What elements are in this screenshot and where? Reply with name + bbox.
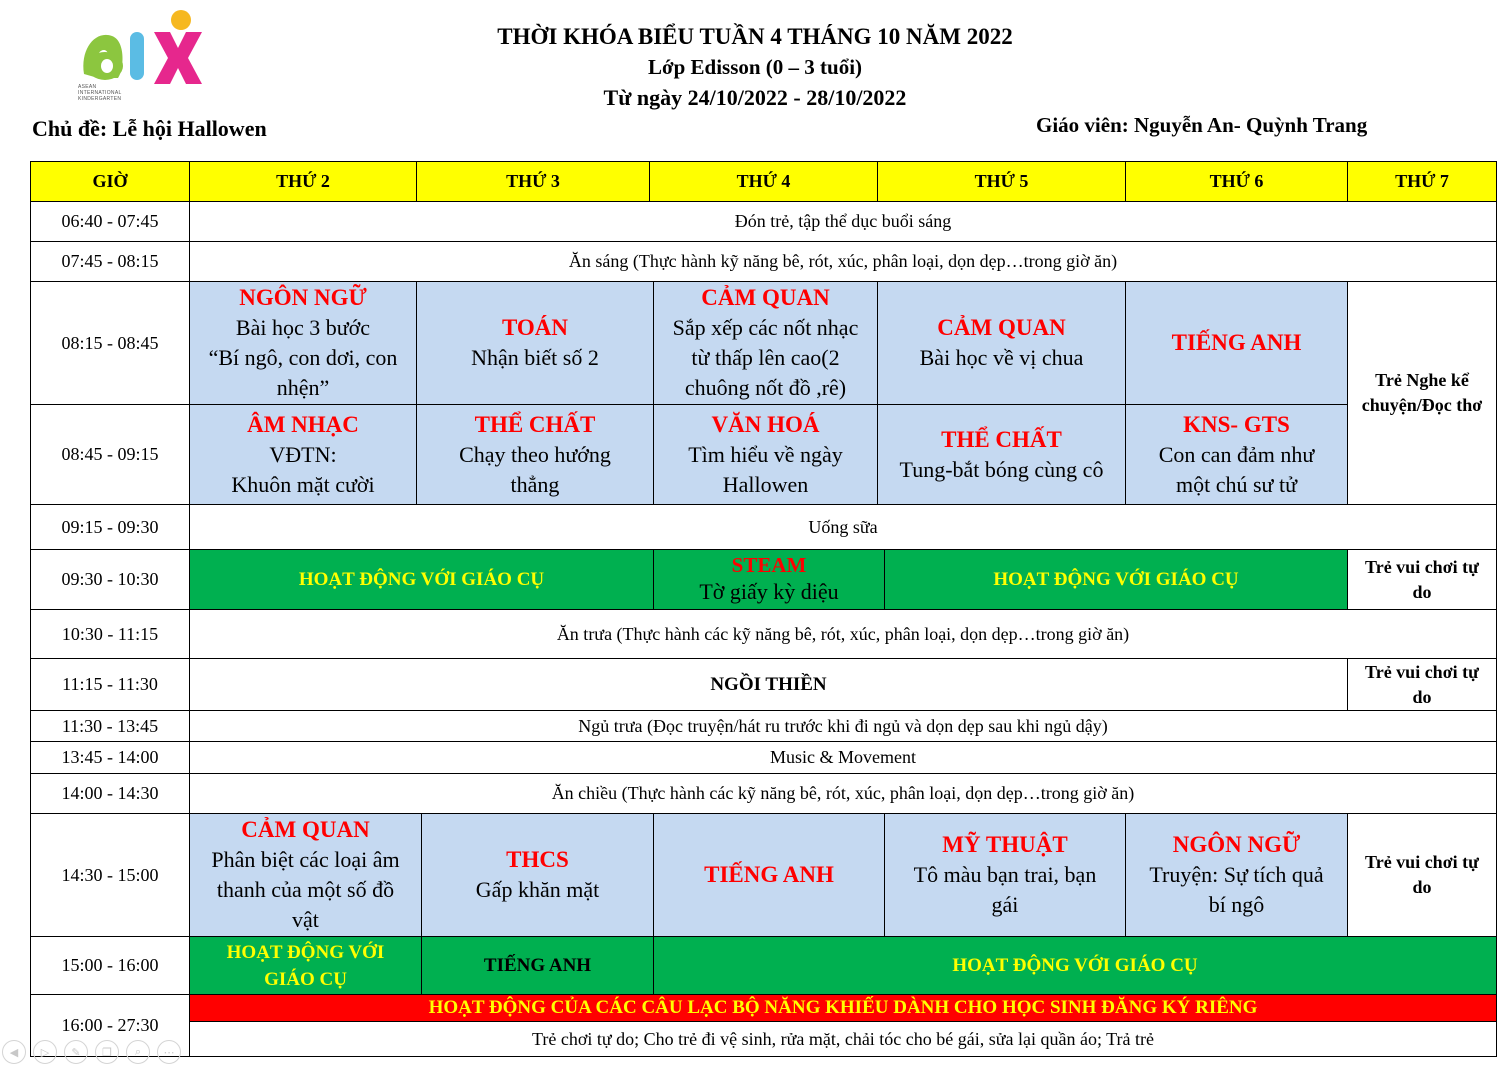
activity-meditation: NGỒI THIỀN <box>189 658 1348 711</box>
time-cell: 07:45 - 08:15 <box>30 241 190 282</box>
date-range: Từ ngày 24/10/2022 - 28/10/2022 <box>603 85 907 110</box>
saturday-free-play <box>1347 658 1497 711</box>
sat-line: do <box>1412 581 1432 602</box>
lesson-line: Hallowen <box>722 471 809 497</box>
subject-label: TIẾNG ANH <box>1171 330 1302 355</box>
time-cell: 08:45 - 09:15 <box>30 404 190 505</box>
lesson-wed-r12 <box>653 813 885 937</box>
lesson-fri-r3 <box>1125 281 1348 405</box>
col-header-fri: THỨ 6 <box>1125 161 1348 202</box>
lesson-line: Chạy theo hướng <box>459 441 611 467</box>
lesson-line: gái <box>991 892 1019 917</box>
sat-line: Trẻ Nghe kể <box>1375 370 1469 390</box>
subject-label: THỂ CHẤT <box>941 426 1062 452</box>
subject-label: ÂM NHẠC <box>247 411 359 437</box>
saturday-free-play <box>1347 813 1497 937</box>
teacher-label: Giáo viên: Nguyễn An- Quỳnh Trang <box>1036 113 1368 137</box>
lesson-line: Nhận biết số 2 <box>471 345 599 370</box>
logo-icon <box>78 8 210 88</box>
subject-label: MỸ THUẬT <box>942 832 1068 857</box>
lesson-line: Phân biệt các loại âm <box>211 847 400 872</box>
english-tue: TIẾNG ANH <box>421 936 654 995</box>
back-icon[interactable]: ◀ <box>2 1040 26 1064</box>
subject-label: TOÁN <box>501 315 569 340</box>
activity-reception: Đón trẻ, tập thể dục buổi sáng <box>189 201 1497 242</box>
activity-montessori-rest: HOẠT ĐỘNG VỚI GIÁO CỤ <box>653 936 1497 995</box>
activity-lunch: Ăn trưa (Thực hành các kỹ năng bê, rót, xúc, phân loại, dọn dẹp…trong giờ ăn) <box>189 609 1497 659</box>
lesson-wed-r4 <box>653 404 878 505</box>
time-cell: 08:15 - 08:45 <box>30 281 190 405</box>
time-cell: 11:30 - 13:45 <box>30 710 190 742</box>
lesson-line: Tung-bắt bóng cùng cô <box>899 456 1104 482</box>
activity-snack: Ăn chiều (Thực hành các kỹ năng bê, rót, xúc, phân loại, dọn dẹp…trong giờ ăn) <box>189 773 1497 814</box>
sat-line: Trẻ vui chơi tự <box>1365 852 1479 872</box>
activity-free-pickup: Trẻ chơi tự do; Cho trẻ đi vệ sinh, rửa mặt, chải tóc cho bé gái, sửa lại quần áo; Trả trẻ <box>189 1021 1497 1057</box>
subject-label: CẢM QUAN <box>241 817 370 842</box>
lesson-mon-r3 <box>189 281 417 405</box>
sat-line: chuyện/Đọc thơ <box>1361 395 1483 415</box>
lesson-tue-r3 <box>416 281 654 405</box>
activity-breakfast: Ăn sáng (Thực hành kỹ năng bê, rót, xúc, phân loại, dọn dẹp…trong giờ ăn) <box>189 241 1497 282</box>
activity-nap: Ngủ trưa (Đọc truyện/hát ru trước khi đi ngủ và dọn dẹp sau khi ngủ dậy) <box>189 710 1497 742</box>
lesson-line: “Bí ngô, con dơi, con <box>208 345 398 370</box>
subject-label: THCS <box>506 847 569 872</box>
lesson-line: thẳng <box>510 471 560 497</box>
col-header-sat: THỨ 7 <box>1347 161 1497 202</box>
subject-label: CẢM QUAN <box>701 285 830 310</box>
lesson-line: một chú sư tử <box>1175 471 1297 497</box>
more-icon[interactable]: ⋯ <box>157 1040 181 1064</box>
lesson-fri-r4 <box>1125 404 1348 505</box>
subject-label: NGÔN NGỮ <box>1172 832 1301 857</box>
sat-line: do <box>1412 877 1432 897</box>
col-header-mon: THỨ 2 <box>189 161 417 202</box>
lesson-line: chuông nốt đồ ,rê) <box>684 375 847 400</box>
topic-label: Chủ đề: Lễ hội Hallowen <box>32 116 267 141</box>
lesson-line: từ thấp lên cao(2 <box>691 345 840 370</box>
school-logo <box>78 8 210 116</box>
lesson-line: Truyện: Sự tích quả <box>1149 862 1324 887</box>
time-cell: 10:30 - 11:15 <box>30 609 190 659</box>
slide-nav-toolbar <box>2 1040 212 1066</box>
lesson-line: Bài học 3 bước <box>235 315 371 340</box>
lesson-line: vật <box>292 907 319 932</box>
lesson-thu-r3 <box>877 281 1126 405</box>
col-header-time: GIỜ <box>30 161 190 202</box>
lesson-line: thanh của một số đồ <box>216 877 395 902</box>
lesson-line: Con can đảm như <box>1158 441 1315 467</box>
lesson-mon-r4 <box>189 404 417 505</box>
lesson-line: Tô màu bạn trai, bạn <box>913 862 1097 887</box>
sat-line: Trẻ vui chơi tự <box>1365 556 1479 577</box>
lesson-line: Khuôn mặt cười <box>231 471 375 497</box>
lesson-thu-r12 <box>884 813 1126 937</box>
saturday-storytelling <box>1347 281 1497 505</box>
lesson-line: Tìm hiểu về ngày <box>688 441 843 467</box>
time-cell: 16:00 - 27:30 <box>30 994 190 1057</box>
lesson-line: bí ngô <box>1208 892 1265 917</box>
time-cell: 13:45 - 14:00 <box>30 741 190 774</box>
time-cell: 09:30 - 10:30 <box>30 549 190 610</box>
activity-music-movement: Music & Movement <box>189 741 1497 774</box>
schedule-title: THỜI KHÓA BIỂU TUẦN 4 THÁNG 10 NĂM 2022 <box>497 24 1013 49</box>
activity-montessori-mon-tue: HOẠT ĐỘNG VỚI GIÁO CỤ <box>189 549 654 610</box>
subject-label: THỂ CHẤT <box>474 411 596 437</box>
subject-label: TIẾNG ANH <box>704 862 834 887</box>
zoom-icon[interactable]: ⌕ <box>126 1040 150 1064</box>
col-header-wed: THỨ 4 <box>649 161 878 202</box>
lesson-line: Tờ giấy kỳ diệu <box>699 579 839 604</box>
activity-montessori-thu-fri: HOẠT ĐỘNG VỚI GIÁO CỤ <box>884 549 1348 610</box>
copy-icon[interactable]: ❐ <box>95 1040 119 1064</box>
time-cell: 14:30 - 15:00 <box>30 813 190 937</box>
lesson-line: nhện” <box>276 375 330 400</box>
saturday-free-play <box>1347 549 1497 610</box>
lesson-thu-r4 <box>877 404 1126 505</box>
time-cell: 14:00 - 14:30 <box>30 773 190 814</box>
lesson-tue-r12 <box>421 813 654 937</box>
subject-label: STEAM <box>731 553 807 577</box>
activity-milk: Uống sữa <box>189 504 1497 550</box>
lesson-line: Gấp khăn mặt <box>475 877 600 902</box>
lesson-fri-r12 <box>1125 813 1348 937</box>
time-cell: 06:40 - 07:45 <box>30 201 190 242</box>
time-cell: 11:15 - 11:30 <box>30 658 190 711</box>
subject-label: KNS- GTS <box>1183 411 1290 437</box>
lesson-line: Sắp xếp các nốt nhạc <box>672 315 859 340</box>
activity-line: HOẠT ĐỘNG VỚI <box>226 941 385 963</box>
time-cell: 09:15 - 09:30 <box>30 504 190 550</box>
steam-wed <box>653 549 885 610</box>
col-header-tue: THỨ 3 <box>416 161 650 202</box>
logo-caption: ASEAN INTERNATIONAL KINDERGARTEN <box>78 84 122 102</box>
time-cell: 15:00 - 16:00 <box>30 936 190 995</box>
play-icon[interactable]: ▷ <box>33 1040 57 1064</box>
col-header-thu: THỨ 5 <box>877 161 1126 202</box>
activity-montessori-mon <box>189 936 422 995</box>
lesson-line: VĐTN: <box>269 441 337 467</box>
sat-line: do <box>1412 686 1432 707</box>
subject-label: CẢM QUAN <box>937 315 1066 340</box>
lesson-line: Bài học về vị chua <box>919 345 1084 370</box>
lesson-tue-r4 <box>416 404 654 505</box>
class-line: Lớp Edisson (0 – 3 tuổi) <box>647 55 863 79</box>
activity-line: GIÁO CỤ <box>264 968 347 990</box>
subject-label: VĂN HOÁ <box>711 411 820 437</box>
pen-icon[interactable]: ✎ <box>64 1040 88 1064</box>
lesson-wed-r3 <box>653 281 878 405</box>
lesson-mon-r12 <box>189 813 422 937</box>
sat-line: Trẻ vui chơi tự <box>1365 661 1479 682</box>
subject-label: NGÔN NGỮ <box>239 285 367 310</box>
clubs-banner: HOẠT ĐỘNG CỦA CÁC CÂU LẠC BỘ NĂNG KHIẾU DÀNH CHO HỌC SINH ĐĂNG KÝ RIÊNG <box>189 994 1497 1022</box>
